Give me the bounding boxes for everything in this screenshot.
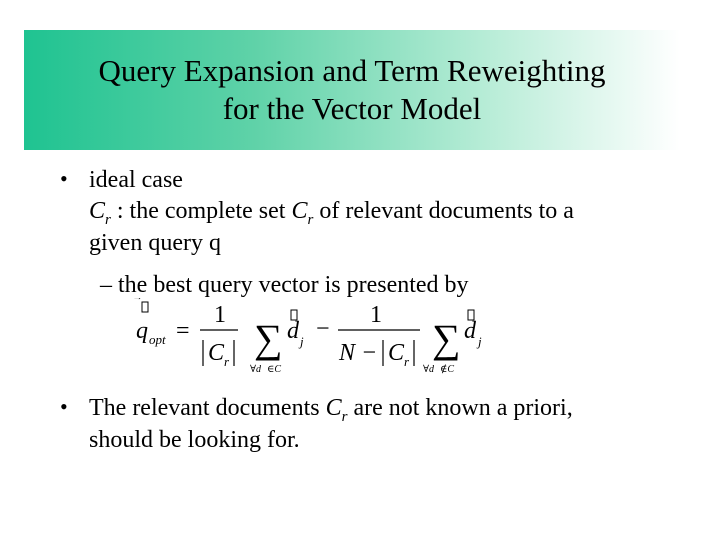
bullet-2-text-a: The relevant documents	[89, 395, 320, 421]
symbol-r: r	[341, 409, 348, 425]
d-symbol: d	[464, 318, 476, 344]
equals-sign: =	[176, 318, 190, 344]
slide-title-line-1: Query Expansion and Term Reweighting	[98, 53, 606, 88]
bullet-1-line-2-text-b: of relevant documents to a	[319, 198, 574, 224]
optimal-query-formula	[130, 298, 500, 380]
numerator-1: 1	[214, 302, 226, 328]
opt-subscript: opt	[149, 332, 166, 347]
sum-condition-prefix: ∀d	[250, 364, 262, 375]
sum-symbol: ∑	[254, 316, 283, 361]
sub-bullet-text: – the best query vector is presented by	[100, 272, 469, 298]
numerator-2: 1	[370, 302, 382, 328]
bullet-2-line-1	[89, 393, 573, 423]
d-symbol: d	[287, 318, 299, 344]
bullet-marker: •	[60, 394, 68, 419]
sum-symbol: ∑	[432, 316, 461, 361]
slide-title-line-2: for the Vector Model	[222, 91, 482, 126]
j-subscript: j	[300, 334, 304, 349]
n-minus: N −	[339, 340, 378, 366]
bullet-1-line-2-text-a: : the complete set	[116, 198, 286, 224]
bullet-2-line-2: should be looking for.	[89, 427, 300, 453]
symbol-c: C	[89, 198, 106, 224]
symbol-r: r	[105, 212, 111, 228]
c-symbol: C	[208, 340, 225, 366]
symbol-c: C	[325, 395, 342, 421]
vector-marker-box	[142, 302, 148, 312]
sum-condition-notin: ∉C	[440, 364, 455, 375]
vector-marker	[134, 298, 141, 300]
symbol-r: r	[307, 212, 314, 228]
bullet-1-line-3: given query q	[89, 230, 221, 256]
bullet-2-text-b: are not known a priori,	[353, 395, 573, 421]
minus-sign: −	[316, 316, 330, 342]
bullet-1-label: ideal case	[89, 167, 183, 193]
c-symbol: C	[388, 340, 405, 366]
bullet-marker: •	[60, 166, 68, 191]
sum-condition-prefix: ∀d	[423, 364, 435, 375]
symbol-c: C	[291, 198, 308, 224]
r-subscript: r	[224, 354, 230, 369]
r-subscript: r	[404, 354, 410, 369]
j-subscript: j	[478, 334, 482, 349]
sum-condition-in: ∈C	[267, 364, 282, 375]
bullet-1-line-2	[89, 196, 574, 226]
q-symbol: q	[136, 318, 148, 344]
